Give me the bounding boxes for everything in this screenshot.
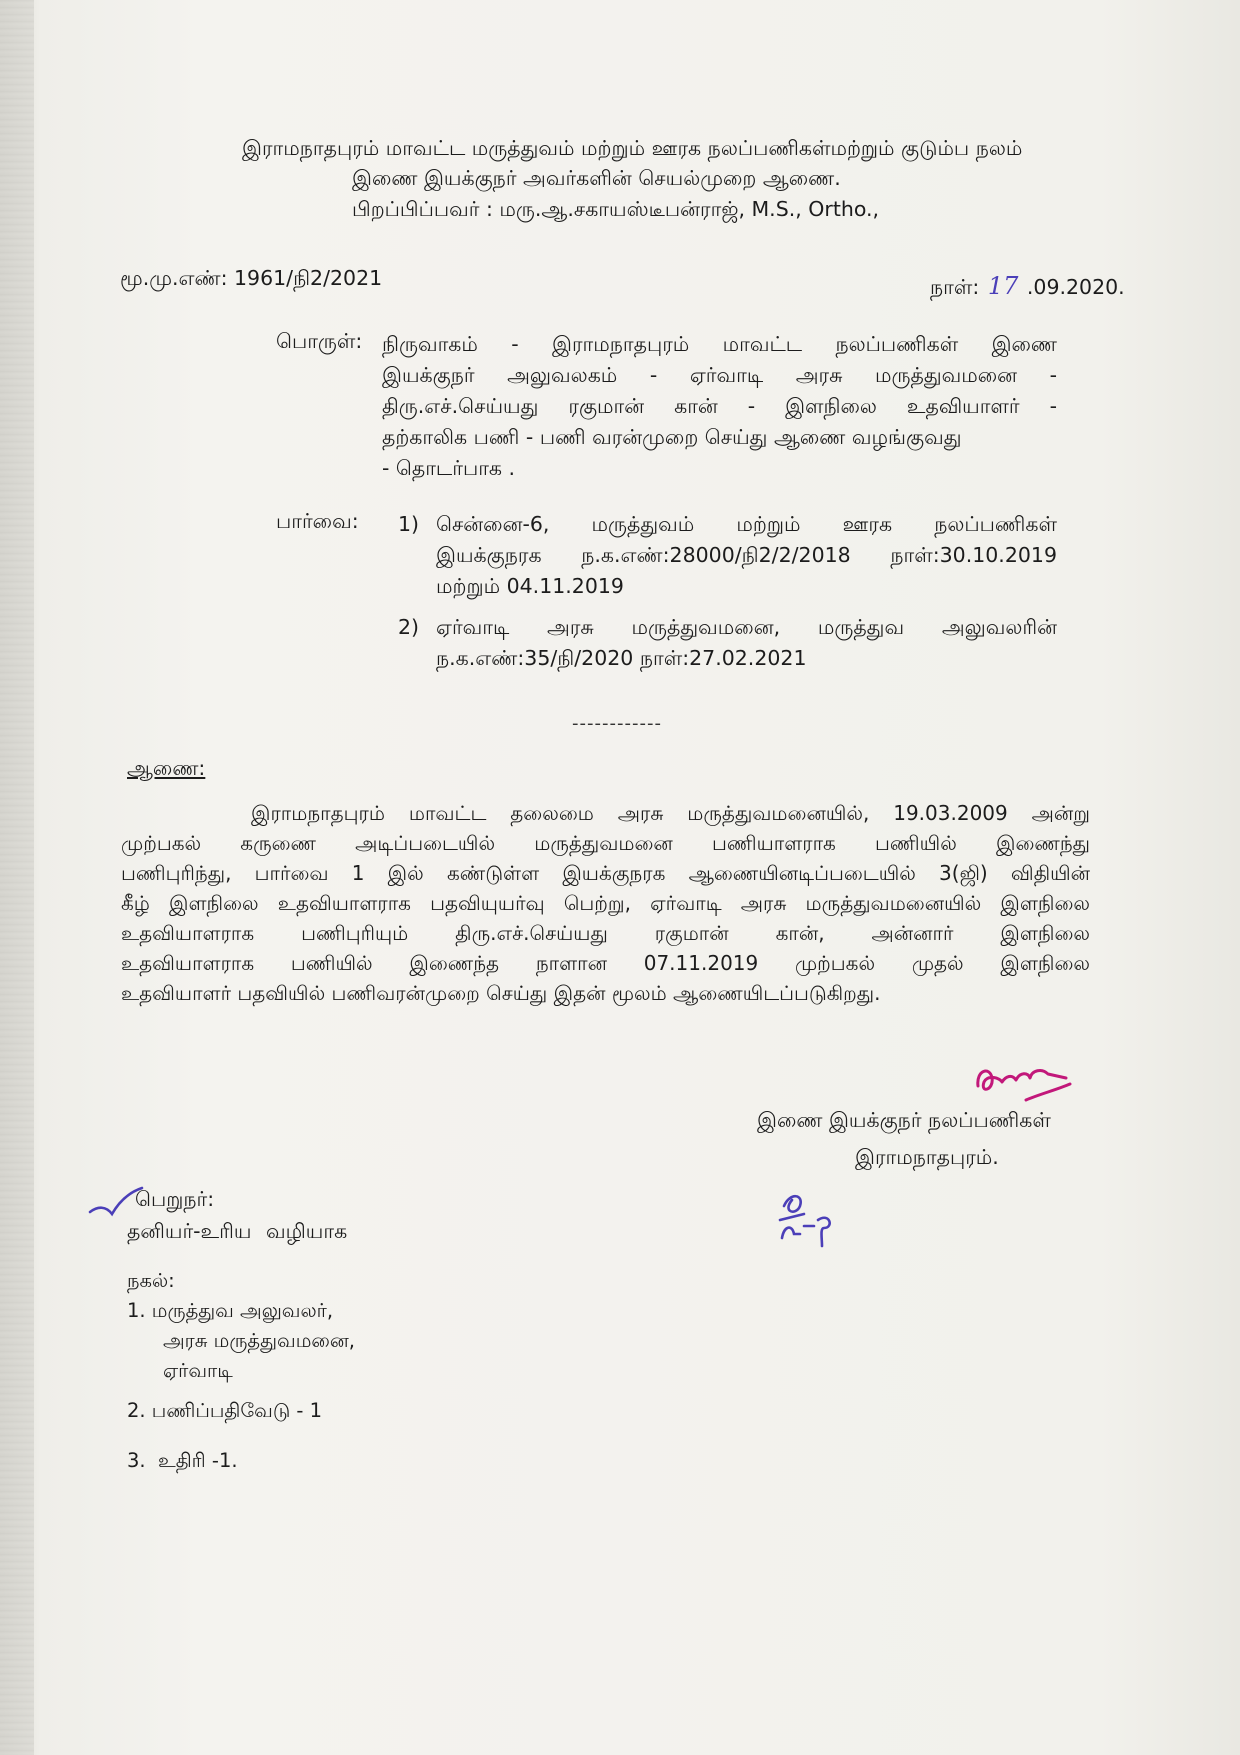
reference-1-number: 1) [398, 512, 420, 536]
reference-2-number: 2) [398, 615, 420, 639]
order-heading: ஆணை: [127, 756, 206, 780]
copy-item-line: அரசு மருத்துவமனை, [163, 1329, 355, 1352]
order-line: உதவியாளராக பணிபுரியும் திரு.எச்.செய்யது ரகுமான் கான், அன்னார் இளநிலை [121, 921, 1090, 945]
reference-line: மற்றும் 04.11.2019 [436, 574, 624, 598]
section-divider: ------------ [572, 713, 662, 734]
subject-line: - தொடர்பாக . [382, 456, 516, 480]
handwritten-date-day: 17 [987, 272, 1019, 300]
date-label: நாள்: [930, 275, 980, 299]
header-line-2: இணை இயக்குநர் அவர்களின் செயல்முறை ஆணை. [352, 166, 841, 190]
copy-item-2: 2. பணிப்பதிவேடு - 1 [127, 1399, 323, 1422]
copy-item-1 [127, 1296, 355, 1386]
reference-line: ந.க.எண்:35/நி/2020 நாள்:27.02.2021 [436, 646, 807, 670]
scan-edge-shadow [0, 0, 34, 1755]
reference-1-text [436, 509, 1057, 602]
recipient-label: பெறுநர்: [135, 1187, 215, 1211]
recipient-line: தனியர்-உரிய வழியாக [127, 1219, 348, 1243]
signatory-title-line-1: இணை இயக்குநர் நலப்பணிகள் [757, 1108, 1051, 1132]
order-line: கீழ் இளநிலை உதவியாளராக பதவியுயர்வு பெற்று, ஏர்வாடி அரசு மருத்துவமனையில் இளநிலை [121, 891, 1090, 915]
copy-to-label: நகல்: [127, 1269, 175, 1292]
header-line-1: இராமநாதபுரம் மாவட்ட மருத்துவம் மற்றும் ஊரக நலப்பணிகள்மற்றும் குடும்ப நலம் [242, 136, 1023, 160]
order-line: உதவியாளர் பதவியில் பணிவரன்முறை செய்து இதன் மூலம் ஆணையிடப்படுகிறது. [121, 981, 881, 1005]
reference-number: மூ.மு.எண்: 1961/நி2/2021 [120, 266, 383, 290]
references-label: பார்வை: [276, 509, 359, 533]
order-line: முற்பகல் கருணை அடிப்படையில் மருத்துவமனை பணியாளராக பணியில் இணைந்து [121, 831, 1090, 855]
order-line: இராமநாதபுரம் மாவட்ட தலைமை அரசு மருத்துவமனையில், 19.03.2009 அன்று [251, 801, 1090, 825]
date-printed: .09.2020. [1026, 275, 1125, 299]
subject-text [382, 329, 1057, 484]
subject-line: இயக்குநர் அலுவலகம் - ஏர்வாடி அரசு மருத்துவமனை - [382, 363, 1057, 387]
subject-line: தற்காலிக பணி - பணி வரன்முறை செய்து ஆணை வழங்குவது [382, 425, 962, 449]
copy-item-line: ஏர்வாடி [163, 1359, 233, 1382]
copy-item-line: 1. மருத்துவ அலுவலர், [127, 1299, 334, 1322]
order-line: பணிபுரிந்து, பார்வை 1 இல் கண்டுள்ள இயக்குநரக ஆணையினடிப்படையில் 3(ஜி) விதியின் [121, 861, 1090, 885]
copy-item-3: 3. உதிரி -1. [127, 1449, 238, 1472]
subject-line: நிருவாகம் - இராமநாதபுரம் மாவட்ட நலப்பணிகள் இணை [382, 332, 1057, 356]
reference-2-text [436, 612, 1057, 674]
order-date [930, 272, 1125, 302]
reference-line: ஏர்வாடி அரசு மருத்துவமனை, மருத்துவ அலுவலரின் [436, 615, 1057, 639]
subject-line: திரு.எச்.செய்யது ரகுமான் கான் - இளநிலை உதவியாளர் - [382, 394, 1057, 418]
reference-line: இயக்குநரக ந.க.எண்:28000/நி2/2/2018 நாள்:30.10.2019 [436, 543, 1057, 567]
subject-label: பொருள்: [276, 329, 363, 353]
header-line-3: பிறப்பிப்பவர் : மரு.ஆ.சகாயஸ்டீபன்ராஜ், M.S., Ortho., [352, 197, 880, 221]
reference-line: சென்னை-6, மருத்துவம் மற்றும் ஊரக நலப்பணிகள் [436, 512, 1057, 536]
handwritten-initial-mark [770, 1176, 850, 1256]
order-line: உதவியாளராக பணியில் இணைந்த நாளான 07.11.2019 முற்பகல் முதல் இளநிலை [121, 951, 1090, 975]
signatory-title-line-2: இராமநாதபுரம். [855, 1145, 999, 1169]
order-body [121, 798, 1090, 1008]
